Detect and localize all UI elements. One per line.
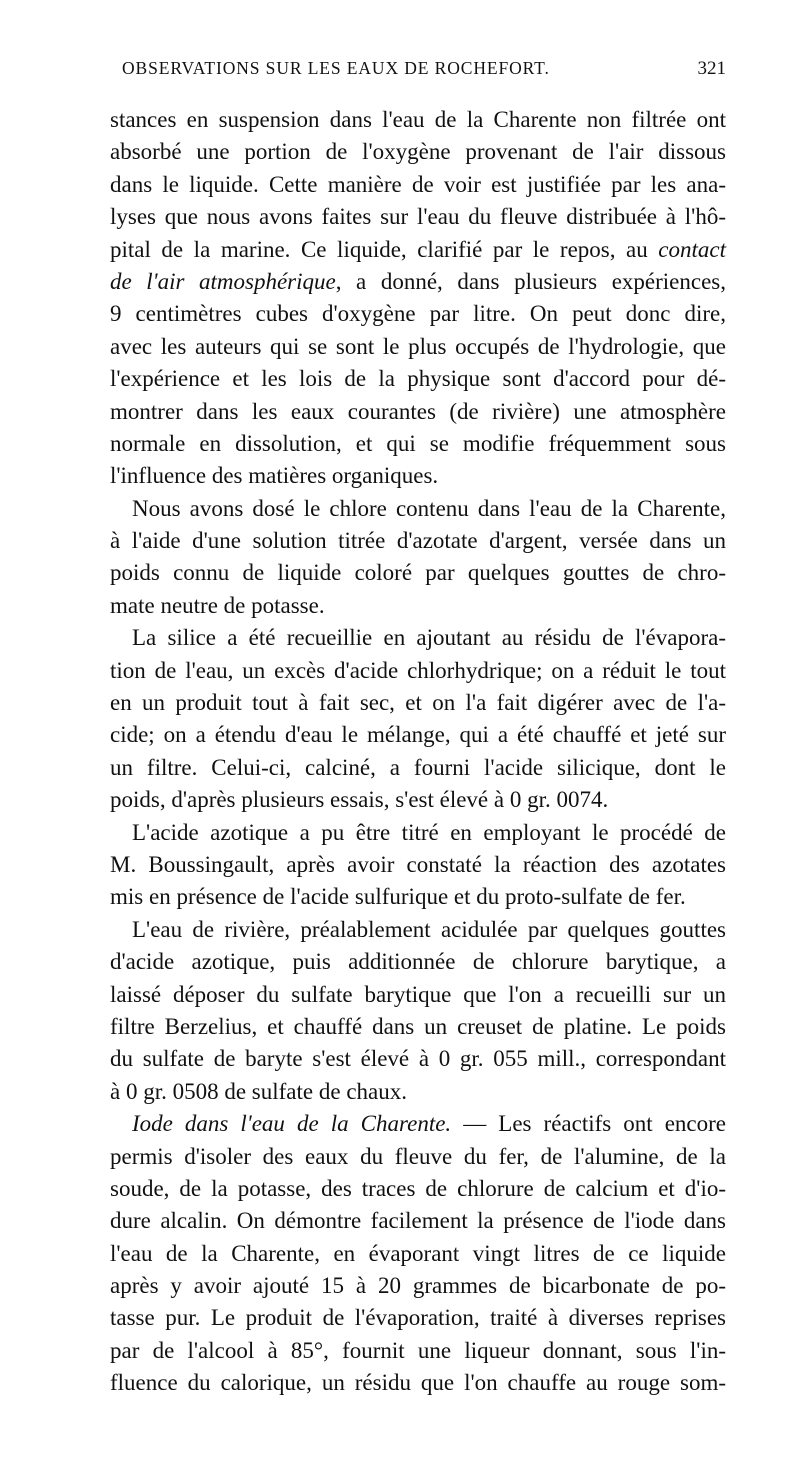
text-line — [110, 687, 726, 719]
line-text: un filtre. Celui-ci, calciné, a fourni l'acide silicique, dont le — [110, 754, 726, 780]
text-line — [110, 946, 726, 978]
text-line — [110, 1335, 726, 1367]
line-text: du sulfate de baryte s'est élevé à 0 gr. 055 mill., correspondant — [110, 1046, 726, 1072]
line-text: à 0 gr. 0508 de sulfate de chaux. — [110, 1078, 407, 1104]
italic-phrase: contact — [658, 236, 726, 262]
text-line — [110, 1238, 726, 1270]
running-head — [112, 58, 726, 88]
text-line — [110, 979, 726, 1011]
text-line — [110, 1302, 726, 1334]
line-text: fluence du calorique, un résidu que l'on chauffe au rouge som- — [110, 1370, 726, 1396]
line-text: par de l'alcool à 85°, fournit une liqueur donnant, sous l'in- — [110, 1337, 726, 1363]
text-line — [110, 331, 726, 363]
line-text: l'expérience et les lois de la physique sont d'accord pour dé- — [110, 366, 726, 392]
text-line — [110, 104, 726, 136]
line-text: poids, d'après plusieurs essais, s'est élevé à 0 gr. 0074. — [110, 787, 609, 813]
line-text: M. Boussingault, après avoir constaté la réaction des azotates — [110, 851, 726, 877]
italic-phrase: de l'air atmosphérique — [110, 268, 336, 294]
text-line — [110, 363, 726, 395]
text-line — [110, 1367, 726, 1399]
line-text: cide; on a étendu d'eau le mélange, qui a été chauffé et jeté sur — [110, 722, 726, 748]
text-line — [110, 881, 726, 913]
text-line — [110, 428, 726, 460]
text-line — [110, 655, 726, 687]
line-text: après y avoir ajouté 15 à 20 grammes de bicarbonate de po- — [110, 1273, 726, 1299]
line-text: soude, de la potasse, des traces de chlorure de calcium et d'io- — [110, 1175, 726, 1201]
text-line — [110, 460, 726, 492]
line-text: d'acide azotique, puis additionnée de chlorure barytique, a — [110, 949, 726, 975]
running-title: OBSERVATIONS SUR LES EAUX DE ROCHEFORT. — [122, 58, 550, 78]
text-line — [110, 1011, 726, 1043]
line-text: pital de la marine. Ce liquide, clarifié par le repos, au — [110, 236, 659, 262]
text-line — [110, 136, 726, 168]
line-text: mis en présence de l'acide sulfurique et du proto-sulfate de fer. — [110, 884, 686, 910]
line-text: lyses que nous avons faites sur l'eau du fleuve distribuée à l'hô- — [110, 204, 726, 230]
line-text: tion de l'eau, un excès d'acide chlorhydrique; on a réduit le tout — [110, 657, 726, 683]
text-line — [110, 752, 726, 784]
line-text: — Les réactifs ont encore — [451, 1111, 726, 1137]
text-line — [110, 266, 726, 298]
line-text: l'eau de la Charente, en évaporant vingt litres de ce liquide — [110, 1240, 726, 1266]
text-line — [110, 201, 726, 233]
line-text: permis d'isoler des eaux du fleuve du fer, de l'alumine, de la — [110, 1143, 726, 1169]
line-text: en un produit tout à fait sec, et on l'a fait digérer avec de l'a- — [110, 690, 726, 716]
line-text: tasse pur. Le produit de l'évaporation, traité à diverses reprises — [110, 1305, 726, 1331]
line-text: poids connu de liquide coloré par quelques gouttes de chro- — [110, 560, 726, 586]
text-line — [110, 1141, 726, 1173]
line-text: Nous avons dosé le chlore contenu dans l'eau de la Charente, — [132, 495, 726, 521]
text-line — [110, 298, 726, 330]
text-line — [110, 525, 726, 557]
text-line — [110, 396, 726, 428]
line-text: La silice a été recueillie en ajoutant au résidu de l'évapora- — [132, 625, 726, 651]
text-line — [110, 1270, 726, 1302]
line-text: montrer dans les eaux courantes (de rivière) une atmosphère — [110, 398, 726, 424]
text-line — [110, 914, 726, 946]
line-text: L'eau de rivière, préalablement acidulée par quelques gouttes — [132, 916, 726, 942]
line-text: l'influence des matières organiques. — [110, 463, 439, 489]
line-text: filtre Berzelius, et chauffé dans un creuset de platine. Le poids — [110, 1013, 726, 1039]
text-line — [110, 1076, 726, 1108]
line-text: laissé déposer du sulfate barytique que l'on a recueilli sur un — [110, 981, 726, 1007]
text-line — [110, 1108, 726, 1140]
page-number: 321 — [697, 58, 726, 79]
line-text: L'acide azotique a pu être titré en employant le procédé de — [132, 819, 726, 845]
text-line — [110, 849, 726, 881]
line-text: dans le liquide. Cette manière de voir est justifiée par les ana- — [110, 171, 726, 197]
text-line — [110, 493, 726, 525]
text-line — [110, 1173, 726, 1205]
text-line — [110, 817, 726, 849]
text-line — [110, 169, 726, 201]
line-text: avec les auteurs qui se sont le plus occupés de l'hydrologie, que — [110, 333, 726, 359]
line-text: normale en dissolution, et qui se modifie fréquemment sous — [110, 430, 726, 456]
text-line — [110, 719, 726, 751]
line-text: mate neutre de potasse. — [110, 592, 325, 618]
body-text — [110, 104, 726, 1400]
line-text: , a donné, dans plusieurs expériences, — [335, 268, 726, 294]
text-line — [110, 1043, 726, 1075]
line-text: 9 centimètres cubes d'oxygène par litre. On peut donc dire, — [110, 301, 726, 327]
italic-phrase: Iode dans l'eau de la Charente. — [132, 1111, 452, 1137]
text-line — [110, 1205, 726, 1237]
text-line — [110, 557, 726, 589]
line-text: stances en suspension dans l'eau de la Charente non filtrée ont — [110, 107, 726, 132]
text-line — [110, 590, 726, 622]
line-text: absorbé une portion de l'oxygène provenant de l'air dissous — [110, 139, 726, 165]
line-text: à l'aide d'une solution titrée d'azotate d'argent, versée dans un — [110, 528, 726, 554]
line-text: dure alcalin. On démontre facilement la présence de l'iode dans — [110, 1208, 726, 1234]
text-line — [110, 622, 726, 654]
text-line — [110, 784, 726, 816]
text-line — [110, 234, 726, 266]
